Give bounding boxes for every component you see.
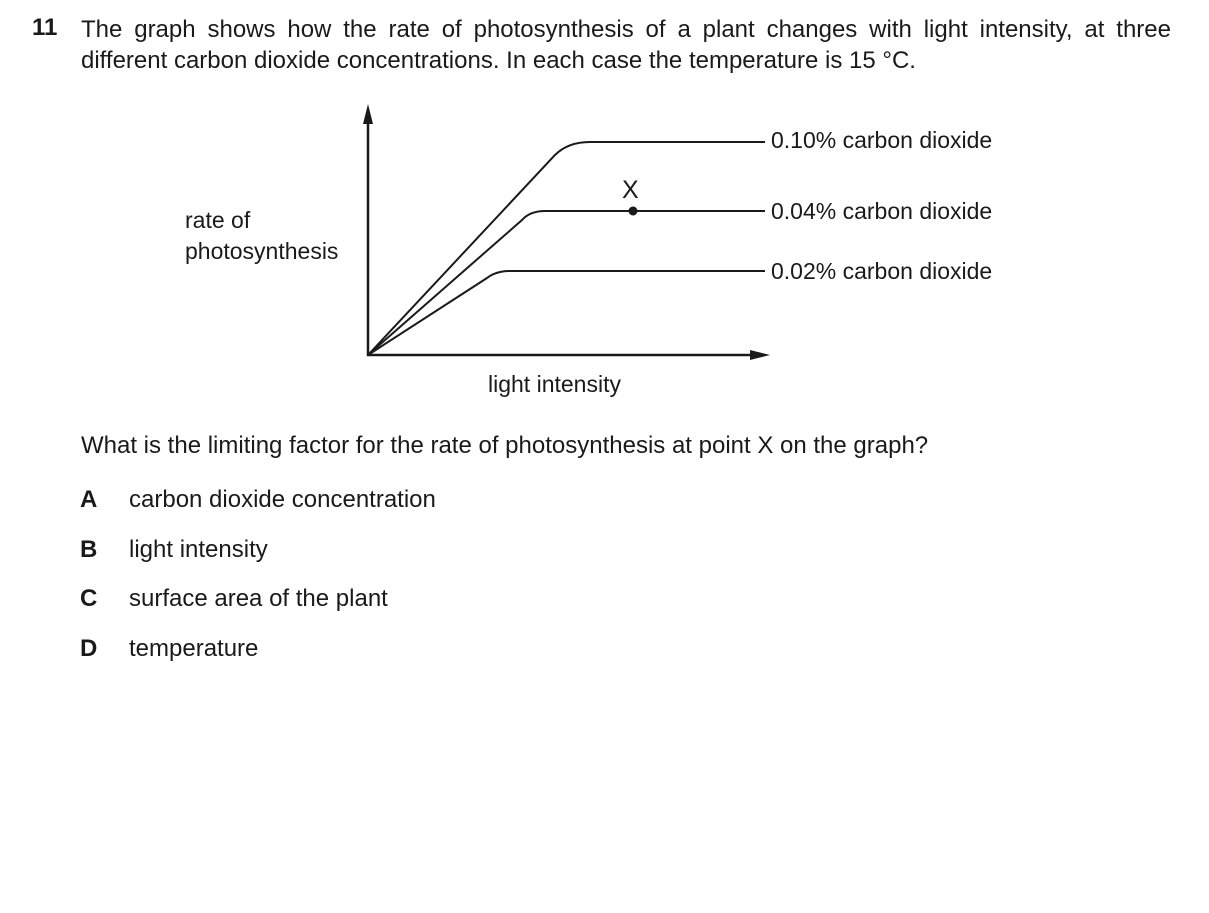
curve-0-02-percent-co2 [368,271,765,355]
option-a-text: carbon dioxide concentration [129,486,436,513]
question-number: 11 [32,14,58,41]
y-axis-label: rate of photosynthesis [185,207,339,264]
option-b-letter: B [80,536,98,563]
option-d-letter: D [80,635,98,662]
x-axis-arrowhead [750,350,770,360]
x-axis-label: light intensity [488,371,621,397]
curve-0-10-percent-co2 [368,142,765,355]
option-b-text: light intensity [129,536,268,563]
option-c-text: surface area of the plant [129,585,388,612]
question-prompt: What is the limiting factor for the rate of photosynthesis at point X on the graph? [81,432,929,459]
legend-label-0-10-percent-co2: 0.10% carbon dioxide [771,127,993,153]
legend-label-0-02-percent-co2: 0.02% carbon dioxide [771,258,993,284]
curve-0-04-percent-co2 [368,211,765,355]
point-x-marker [629,207,638,216]
option-c-letter: C [80,585,98,612]
y-axis-arrowhead [363,104,373,124]
question-stem: The graph shows how the rate of photosynthesis of a plant changes with light intensity, at three different carbon dioxide concentrations. In each case the temperature is 15 °C. [81,16,1171,74]
option-d-text: temperature [129,635,259,662]
option-a-letter: A [80,486,98,513]
point-x-label: X [622,176,639,204]
legend-label-0-04-percent-co2: 0.04% carbon dioxide [771,198,993,224]
